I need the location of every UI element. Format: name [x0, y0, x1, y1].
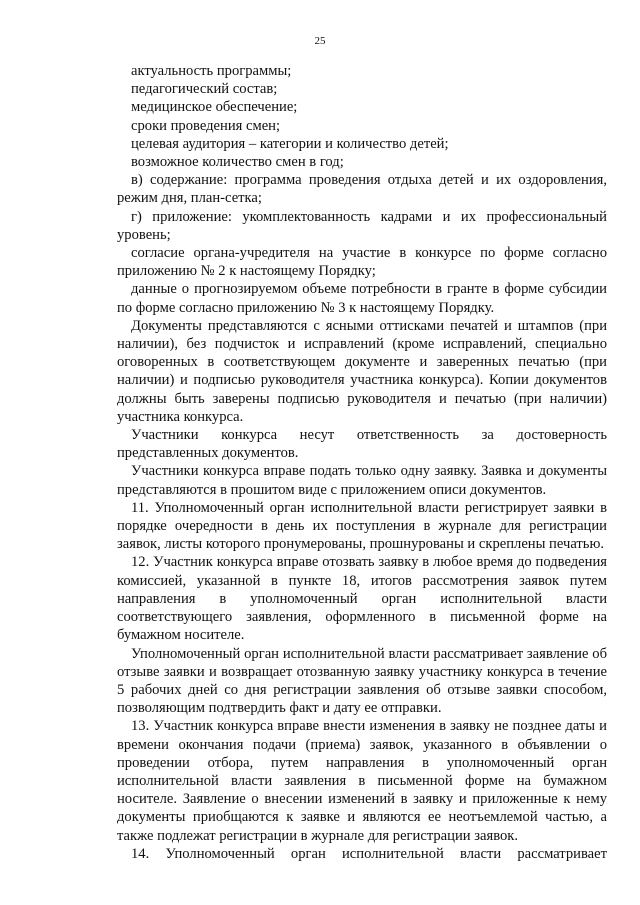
- paragraph: данные о прогнозируемом объеме потребности в гранте в форме субсидии по форме согласно приложению № 3 к настоящему Порядку.: [117, 281, 607, 316]
- paragraph: 14. Уполномоченный орган исполнительной власти рассматривает: [131, 845, 607, 862]
- paragraph: в) содержание: программа проведения отдыха детей и их оздоровления, режим дня, план-сетка;: [117, 172, 607, 207]
- paragraph: возможное количество смен в год;: [131, 154, 344, 171]
- paragraph: Участники конкурса несут ответственность за достоверность представленных документов.: [117, 427, 607, 462]
- paragraph: Документы представляются с ясными оттисками печатей и штампов (при наличии), без подчисток и исправлений (кроме исправлений, специально оговоренных в соответствующем документе и заверенных печатью (при наличии) и подписью руководителя участника конкурса). Копии документов должны быть заверены подписью руководителя и печатью (при наличии) участника конкурса.: [117, 317, 607, 425]
- page-number: 25: [314, 35, 326, 47]
- paragraph: согласие органа-учредителя на участие в конкурсе по форме согласно приложению № 2 к настоящему Порядку;: [117, 245, 607, 280]
- paragraph: педагогический состав;: [131, 81, 278, 98]
- paragraph: Уполномоченный орган исполнительной власти рассматривает заявление об отзыве заявки и возвращает отозванную заявку участнику конкурса в течение 5 рабочих дней со дня регистрации заявления об отзыве заявки способом, позволяющим подтвердить факт и дату ее отправки.: [117, 645, 607, 717]
- paragraph: медицинское обеспечение;: [131, 99, 298, 116]
- paragraph: 11. Уполномоченный орган исполнительной власти регистрирует заявки в порядке очередности в день их поступления в журнале для регистрации заявок, листы которого пронумерованы, прошнурованы и скреплены печатью.: [117, 499, 607, 553]
- paragraph: актуальность программы;: [131, 63, 292, 79]
- paragraph: 12. Участник конкурса вправе отозвать заявку в любое время до подведения комиссией, указанной в пункте 18, итогов рассмотрения заявок путем направления в уполномоченный орган исполнительной власти соответствующего заявления, оформленного в письменной форме на бумажном носителе.: [117, 554, 607, 644]
- paragraph: сроки проведения смен;: [131, 117, 281, 134]
- paragraph: г) приложение: укомплектованность кадрами и их профессиональный уровень;: [117, 208, 607, 243]
- document-body: [117, 62, 607, 863]
- paragraph: Участники конкурса вправе подать только одну заявку. Заявка и документы представляются в прошитом виде с приложением описи документов.: [117, 463, 607, 498]
- paragraph: целевая аудитория – категории и количество детей;: [131, 135, 449, 152]
- paragraph: 13. Участник конкурса вправе внести изменения в заявку не позднее даты и времени окончания подачи (приема) заявок, указанного в объявлении о проведении отбора, путем направления в уполномоченный орган исполнительной власти заявления в письменной форме на бумажном носителе. Заявление о внесении изменений в заявку и приложенные к нему документы приобщаются к заявке и являются ее неотъемлемой частью, а также подлежат регистрации в журнале для регистрации заявок.: [117, 718, 607, 844]
